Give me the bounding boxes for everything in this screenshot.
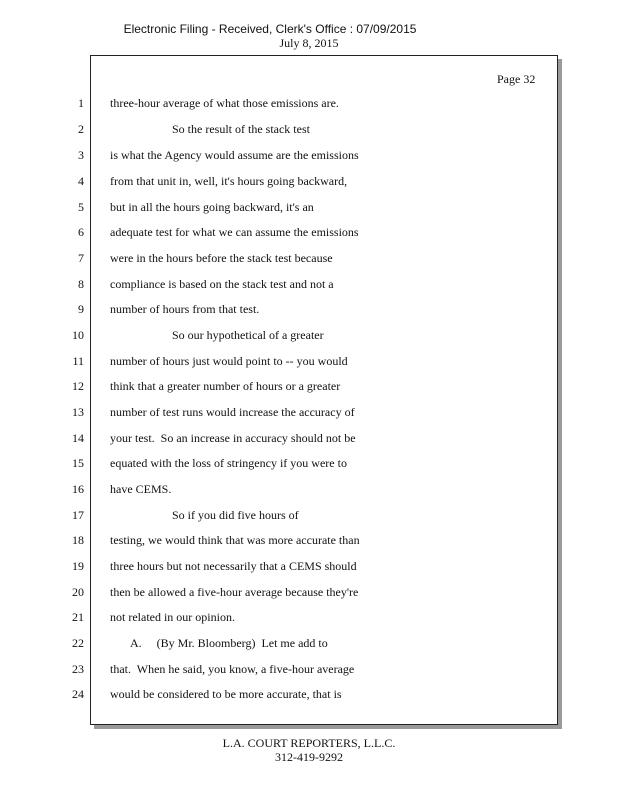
line-text: number of test runs would increase the accuracy of — [110, 405, 355, 419]
transcript-line — [0, 585, 618, 611]
line-text: equated with the loss of stringency if you were to — [110, 456, 347, 470]
transcript-line — [0, 277, 618, 303]
line-number: 9 — [78, 302, 84, 316]
line-text: three-hour average of what those emissions are. — [110, 96, 339, 110]
line-number: 16 — [72, 482, 84, 496]
line-number: 23 — [72, 662, 84, 676]
line-text: compliance is based on the stack test and not a — [110, 277, 334, 291]
line-number: 2 — [78, 122, 84, 136]
line-number: 8 — [78, 277, 84, 291]
transcript-date: July 8, 2015 — [279, 36, 339, 50]
transcript-line — [0, 96, 618, 122]
line-text: not related in our opinion. — [110, 610, 235, 624]
line-number: 22 — [72, 636, 84, 650]
line-text: A. (By Mr. Bloomberg) Let me add to — [130, 636, 328, 650]
line-text: number of hours just would point to -- you would — [110, 354, 348, 368]
line-number: 13 — [72, 405, 84, 419]
reporter-name: L.A. COURT REPORTERS, L.L.C. — [222, 736, 396, 750]
transcript-line — [0, 174, 618, 200]
line-number: 4 — [78, 174, 84, 188]
line-text: that. When he said, you know, a five-hour average — [110, 662, 355, 676]
transcript-line — [0, 559, 618, 585]
line-number: 1 — [78, 96, 84, 110]
line-text: think that a greater number of hours or a greater — [110, 379, 341, 393]
line-number: 18 — [72, 533, 84, 547]
line-text: would be considered to be more accurate, that is — [110, 687, 342, 701]
transcript-line — [0, 251, 618, 277]
line-number: 19 — [72, 559, 84, 573]
transcript-line — [0, 379, 618, 405]
line-number: 7 — [78, 251, 84, 265]
transcript-line — [0, 302, 618, 328]
line-number: 21 — [72, 610, 84, 624]
line-number: 3 — [78, 148, 84, 162]
line-text: adequate test for what we can assume the emissions — [110, 225, 359, 239]
page-number: Page 32 — [497, 72, 536, 86]
line-number: 12 — [72, 379, 84, 393]
line-text: So if you did five hours of — [172, 508, 299, 522]
line-text: were in the hours before the stack test because — [110, 251, 333, 265]
transcript-line — [0, 636, 618, 662]
line-text: is what the Agency would assume are the emissions — [110, 148, 359, 162]
transcript-line — [0, 610, 618, 636]
transcript-line — [0, 533, 618, 559]
line-number: 20 — [72, 585, 84, 599]
line-number: 24 — [72, 687, 84, 701]
line-text: but in all the hours going backward, it's an — [110, 200, 314, 214]
line-text: number of hours from that test. — [110, 302, 260, 316]
line-number: 5 — [78, 200, 84, 214]
transcript-line — [0, 328, 618, 354]
line-text: have CEMS. — [110, 482, 172, 496]
line-number: 17 — [72, 508, 84, 522]
line-number: 6 — [78, 225, 84, 239]
transcript-line — [0, 456, 618, 482]
line-text: testing, we would think that was more accurate than — [110, 533, 360, 547]
line-text: So our hypothetical of a greater — [172, 328, 324, 342]
transcript-line — [0, 508, 618, 534]
line-text: from that unit in, well, it's hours going backward, — [110, 174, 348, 188]
transcript-line — [0, 405, 618, 431]
reporter-phone: 312-419-9292 — [275, 750, 343, 764]
line-number: 11 — [72, 354, 84, 368]
transcript-line — [0, 482, 618, 508]
transcript-line — [0, 200, 618, 226]
line-text: three hours but not necessarily that a CEMS should — [110, 559, 357, 573]
line-text: your test. So an increase in accuracy should not be — [110, 431, 356, 445]
transcript-line — [0, 354, 618, 380]
transcript-line — [0, 122, 618, 148]
filing-stamp: Electronic Filing - Received, Clerk's Office : 07/09/2015 — [123, 22, 417, 36]
transcript-line — [0, 431, 618, 457]
transcript-line — [0, 225, 618, 251]
transcript-line — [0, 662, 618, 688]
line-number: 15 — [72, 456, 84, 470]
line-number: 10 — [72, 328, 84, 342]
line-number: 14 — [72, 431, 84, 445]
line-text: then be allowed a five-hour average because they're — [110, 585, 359, 599]
line-text: So the result of the stack test — [172, 122, 310, 136]
transcript-line — [0, 148, 618, 174]
transcript-line — [0, 687, 618, 713]
